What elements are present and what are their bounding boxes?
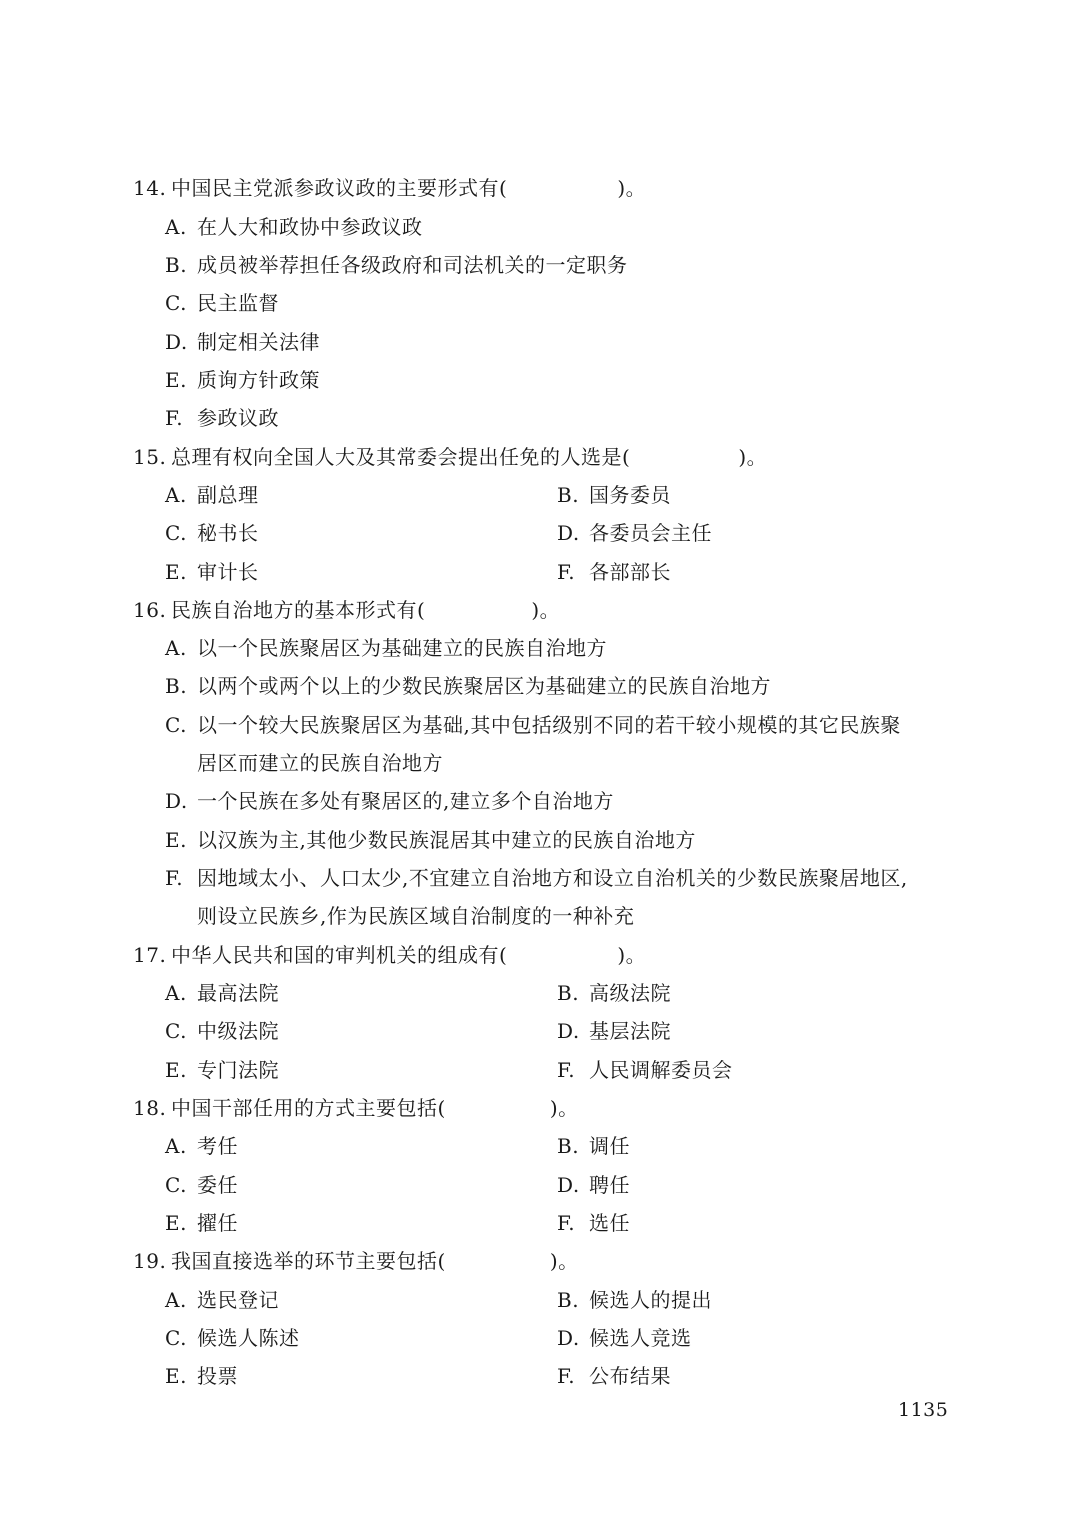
question-close: )。 (531, 598, 561, 622)
option-letter: B. (557, 483, 580, 507)
option-text: 选民登记 (197, 1288, 279, 1312)
question-text: 中华人民共和国的审判机关的组成有( (171, 943, 508, 967)
option-text: 以汉族为主,其他少数民族混居其中建立的民族自治地方 (197, 828, 696, 852)
option-text: 各部部长 (589, 560, 671, 584)
question-18-option-b (557, 1134, 630, 1158)
option-letter: F. (165, 406, 184, 430)
question-16-option-e (165, 828, 696, 852)
option-text: 基层法院 (589, 1019, 671, 1043)
option-letter: E. (165, 1211, 187, 1235)
question-14-option-b (165, 253, 628, 277)
option-letter: C. (165, 713, 187, 737)
option-letter: A. (165, 1288, 187, 1312)
question-text: 民族自治地方的基本形式有( (171, 598, 426, 622)
question-number: 17. (133, 943, 167, 967)
question-number: 18. (133, 1096, 167, 1120)
question-16-option-a (165, 636, 607, 660)
option-letter: C. (165, 1173, 187, 1197)
question-18-option-a (165, 1134, 238, 1158)
question-14-option-e (165, 368, 320, 392)
option-letter: C. (165, 1019, 187, 1043)
option-text: 以一个较大民族聚居区为基础,其中包括级别不同的若干较小规模的其它民族聚 (197, 713, 901, 737)
option-text: 各委员会主任 (589, 521, 712, 545)
option-letter: F. (557, 1211, 576, 1235)
option-text: 擢任 (197, 1211, 238, 1235)
option-text: 高级法院 (589, 981, 671, 1005)
option-letter: B. (165, 674, 188, 698)
option-letter: A. (165, 215, 187, 239)
question-14-option-a (165, 215, 423, 239)
question-text: 中国干部任用的方式主要包括( (171, 1096, 446, 1120)
option-text: 副总理 (197, 483, 259, 507)
option-letter: D. (165, 330, 188, 354)
option-letter: C. (165, 291, 187, 315)
option-text: 民主监督 (197, 291, 279, 315)
option-letter: E. (165, 828, 187, 852)
option-letter: E. (165, 368, 187, 392)
question-17-option-f (557, 1058, 733, 1082)
option-text: 秘书长 (197, 521, 259, 545)
question-17-option-d (557, 1019, 671, 1043)
option-text: 国务委员 (589, 483, 671, 507)
option-letter: B. (165, 253, 188, 277)
option-text: 候选人竞选 (589, 1326, 692, 1350)
question-close: )。 (549, 1096, 579, 1120)
question-14-option-f (165, 406, 279, 430)
option-text: 在人大和政协中参政议政 (197, 215, 423, 239)
question-number: 19. (133, 1249, 167, 1273)
option-text: 一个民族在多处有聚居区的,建立多个自治地方 (197, 789, 614, 813)
question-15-option-c (165, 521, 259, 545)
option-text: 最高法院 (197, 981, 279, 1005)
question-18-option-f (557, 1211, 630, 1235)
option-text: 制定相关法律 (197, 330, 320, 354)
option-letter: D. (557, 1173, 580, 1197)
question-close: )。 (549, 1249, 579, 1273)
option-letter: A. (165, 636, 187, 660)
option-text: 候选人的提出 (589, 1288, 712, 1312)
option-text: 调任 (589, 1134, 630, 1158)
question-19-stem (133, 1249, 579, 1273)
question-17-stem (133, 943, 646, 967)
option-letter: E. (165, 560, 187, 584)
question-number: 15. (133, 445, 167, 469)
option-letter: C. (165, 521, 187, 545)
question-18-option-c (165, 1173, 238, 1197)
option-letter: F. (165, 866, 184, 890)
question-14-option-d (165, 330, 320, 354)
option-text-continued: 则设立民族乡,作为民族区域自治制度的一种补充 (197, 904, 635, 928)
question-16-option-c (165, 713, 901, 737)
option-letter: D. (557, 521, 580, 545)
question-19-option-c (165, 1326, 300, 1350)
option-text: 参政议政 (197, 406, 279, 430)
question-19-option-b (557, 1288, 712, 1312)
question-16-option-c-continued (197, 751, 443, 775)
option-text-continued: 居区而建立的民族自治地方 (197, 751, 443, 775)
question-close: )。 (738, 445, 768, 469)
question-16-stem (133, 598, 560, 622)
question-18-stem (133, 1096, 579, 1120)
option-text: 成员被举荐担任各级政府和司法机关的一定职务 (197, 253, 628, 277)
option-text: 公布结果 (589, 1364, 671, 1388)
option-letter: B. (557, 1134, 580, 1158)
question-18-option-d (557, 1173, 630, 1197)
question-14-option-c (165, 291, 279, 315)
option-letter: D. (557, 1019, 580, 1043)
option-letter: A. (165, 1134, 187, 1158)
question-19-option-f (557, 1364, 671, 1388)
option-letter: F. (557, 560, 576, 584)
question-18-option-e (165, 1211, 238, 1235)
option-text: 质询方针政策 (197, 368, 320, 392)
option-letter: A. (165, 981, 187, 1005)
question-text: 中国民主党派参政议政的主要形式有( (171, 176, 508, 200)
option-letter: D. (557, 1326, 580, 1350)
question-16-option-f (165, 866, 908, 890)
question-15-option-b (557, 483, 671, 507)
option-text: 考任 (197, 1134, 238, 1158)
option-letter: B. (557, 1288, 580, 1312)
option-text: 委任 (197, 1173, 238, 1197)
page-number: 1135 (898, 1399, 949, 1421)
option-letter: F. (557, 1058, 576, 1082)
question-16-option-b (165, 674, 771, 698)
question-19-option-a (165, 1288, 279, 1312)
option-text: 因地域太小、人口太少,不宜建立自治地方和设立自治机关的少数民族聚居地区, (197, 866, 908, 890)
option-letter: E. (165, 1058, 187, 1082)
option-text: 以一个民族聚居区为基础建立的民族自治地方 (197, 636, 607, 660)
question-15-option-d (557, 521, 712, 545)
question-number: 14. (133, 176, 167, 200)
option-text: 选任 (589, 1211, 630, 1235)
question-14-stem (133, 176, 646, 200)
option-text: 人民调解委员会 (589, 1058, 733, 1082)
option-text: 审计长 (197, 560, 259, 584)
question-19-option-d (557, 1326, 692, 1350)
option-text: 投票 (197, 1364, 238, 1388)
question-15-stem (133, 445, 767, 469)
question-16-option-f-continued (197, 904, 634, 928)
question-16-option-d (165, 789, 614, 813)
question-17-option-c (165, 1019, 279, 1043)
option-text: 聘任 (589, 1173, 630, 1197)
question-17-option-e (165, 1058, 279, 1082)
question-15-option-e (165, 560, 259, 584)
option-letter: B. (557, 981, 580, 1005)
option-text: 候选人陈述 (197, 1326, 300, 1350)
question-close: )。 (617, 176, 647, 200)
option-letter: D. (165, 789, 188, 813)
question-close: )。 (617, 943, 647, 967)
question-15-option-f (557, 560, 671, 584)
option-text: 中级法院 (197, 1019, 279, 1043)
question-19-option-e (165, 1364, 238, 1388)
option-letter: A. (165, 483, 187, 507)
question-15-option-a (165, 483, 259, 507)
question-text: 总理有权向全国人大及其常委会提出任免的人选是( (171, 445, 631, 469)
option-letter: E. (165, 1364, 187, 1388)
option-text: 专门法院 (197, 1058, 279, 1082)
question-number: 16. (133, 598, 167, 622)
option-letter: C. (165, 1326, 187, 1350)
question-17-option-a (165, 981, 279, 1005)
option-text: 以两个或两个以上的少数民族聚居区为基础建立的民族自治地方 (197, 674, 771, 698)
question-text: 我国直接选举的环节主要包括( (171, 1249, 446, 1273)
question-17-option-b (557, 981, 671, 1005)
option-letter: F. (557, 1364, 576, 1388)
